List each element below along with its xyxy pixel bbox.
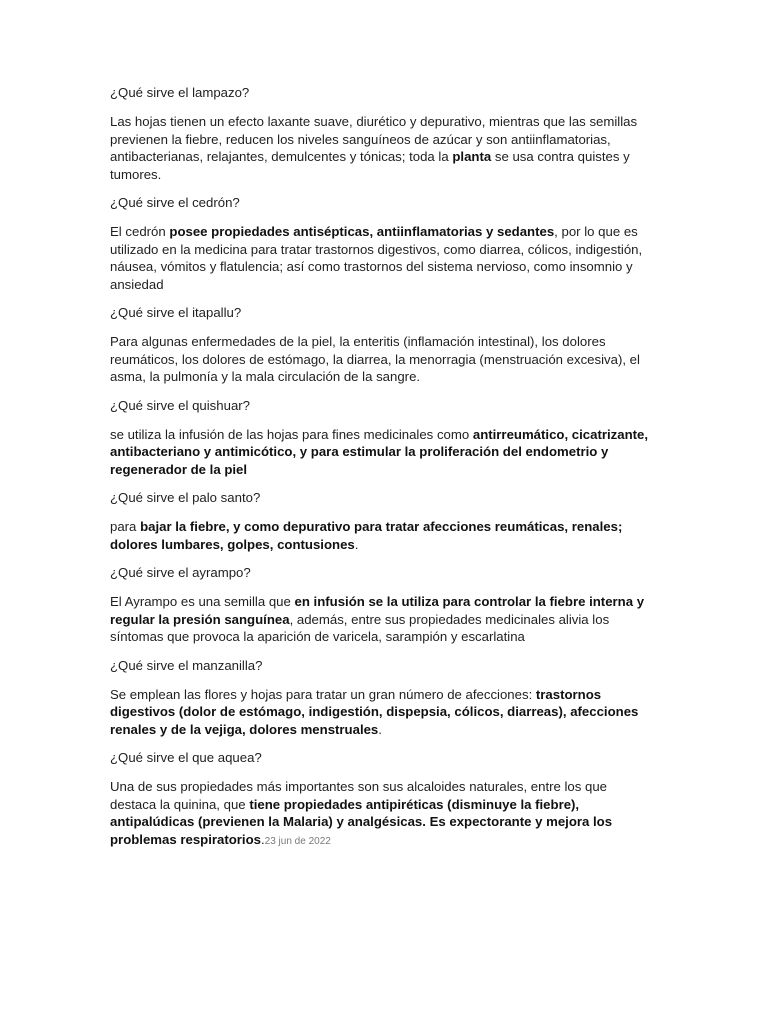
section-answer: [110, 518, 655, 553]
publish-date: 23 jun de 2022: [264, 835, 331, 847]
section-answer: [110, 686, 655, 739]
answer-text-span: Se emplean las flores y hojas para tratar un gran número de afecciones:: [110, 686, 536, 702]
answer-text-span: Las hojas tienen un efecto laxante suave, diurético y depurativo, mientras que las semillas previenen la fiebre, reducen los niveles sanguíneos de azúcar y son antiinflamatorias, antibacterianas, relajantes, demulcentes y tónicas; toda la: [110, 114, 638, 164]
section-question: ¿Qué sirve el cedrón?: [110, 195, 240, 210]
section-question: ¿Qué sirve el itapallu?: [110, 305, 242, 320]
section-question: ¿Qué sirve el manzanilla?: [110, 657, 263, 673]
answer-text-span: se usa contra quistes y tumores.: [110, 149, 630, 182]
answer-bold-span: antirreumático, cicatrizante, antibacteriano y antimicótico, y para estimular la proliferación del endometrio y regenerador de la piel: [110, 426, 649, 477]
section-answer: [110, 778, 655, 850]
section-answer: [110, 113, 655, 183]
answer-text-span: se utiliza la infusión de las hojas para fines medicinales como: [110, 426, 473, 442]
answer-bold-span: en infusión se la utiliza para controlar la fiebre interna y regular la presión sanguínea: [110, 594, 645, 627]
section-question: ¿Qué sirve el lampazo?: [110, 85, 250, 100]
section-question: ¿Qué sirve el ayrampo?: [110, 565, 251, 580]
answer-text-span: .: [354, 536, 359, 552]
answer-text-span: .: [378, 721, 382, 737]
section-question: ¿Qué sirve el que aquea?: [110, 750, 262, 765]
answer-text-span: , por lo que es utilizado en la medicina para tratar trastornos digestivos, como diarrea, cólicos, indigestión, náusea, vómitos y flatulencia; así como trastornos del sistema nervioso, como insomnio y ansiedad: [110, 224, 643, 292]
section-answer: [110, 426, 655, 479]
answer-bold-span: trastornos digestivos (dolor de estómago, indigestión, dispepsia, cólicos, diarreas), afecciones renales y de la vejiga, dolores menstruales: [110, 686, 639, 737]
answer-text-span: para: [110, 519, 141, 534]
answer-text-span: Para algunas enfermedades de la piel, la enteritis (inflamación intestinal), los dolores reumáticos, los dolores de estómago, la diarrea, la menorragia (menstruación excesiva), el asma, la pulmonía y la mala circulación de la sangre.: [110, 334, 640, 384]
answer-bold-span: bajar la fiebre, y como depurativo para tratar afecciones reumáticas, renales; dolores lumbares, golpes, contusiones: [110, 519, 623, 552]
answer-bold-span: posee propiedades antisépticas, antiinflamatorias y sedantes: [169, 224, 555, 239]
answer-text-span: , además, entre sus propiedades medicinales alivia los síntomas que provoca la aparición de varicela, sarampión y escarlatina: [110, 611, 610, 644]
answer-text-span: El cedrón: [110, 224, 170, 239]
section-answer: [110, 223, 655, 293]
section-question: ¿Qué sirve el palo santo?: [110, 490, 261, 505]
section-answer: [110, 333, 655, 386]
answer-text-span: El Ayrampo es una semilla que: [110, 594, 295, 609]
section-question: ¿Qué sirve el quishuar?: [110, 397, 251, 413]
answer-bold-span: planta: [452, 149, 492, 164]
answer-text-span: .: [260, 831, 265, 847]
answer-text-span: Una de sus propiedades más importantes son sus alcaloides naturales, entre los que destaca la quinina, que: [110, 779, 608, 812]
answer-bold-span: tiene propiedades antipiréticas (disminuye la fiebre), antipalúdicas (previenen la Malaria) y analgésicas. Es expectorante y mejora los problemas respiratorios: [110, 796, 613, 847]
document-body: [110, 84, 655, 861]
section-answer: [110, 593, 655, 646]
